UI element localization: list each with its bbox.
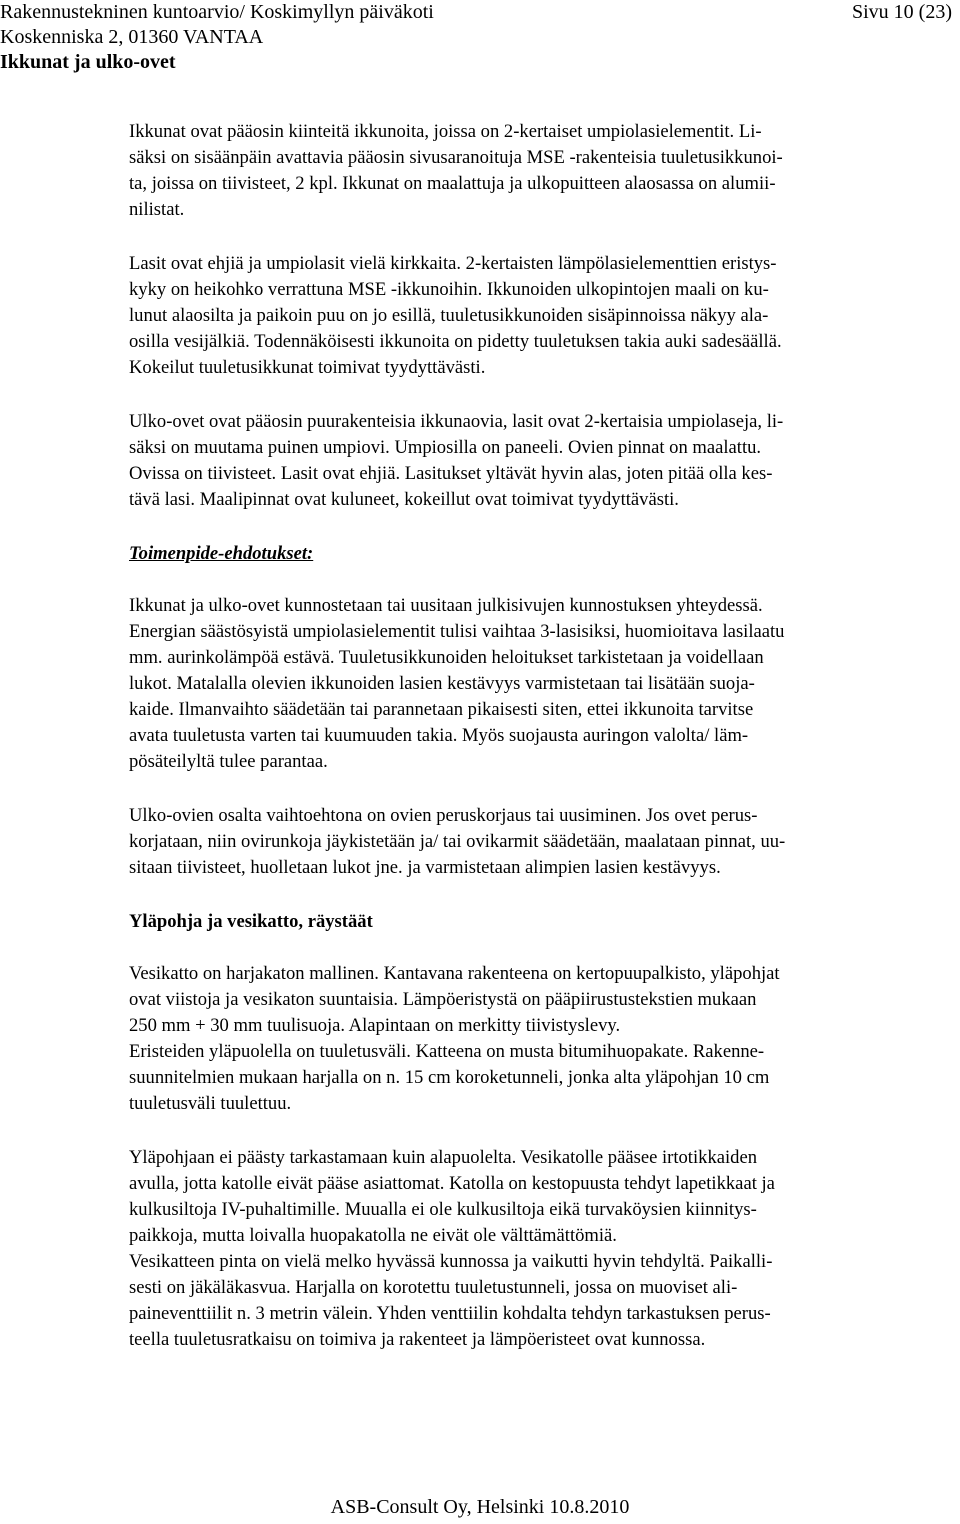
- text-line: säksi on sisäänpäin avattavia pääosin sivusaranoituja MSE -rakenteisia tuuletusikkunoi-: [129, 147, 783, 168]
- page-number: Sivu 10 (23): [852, 1, 952, 23]
- text-line: pösäteilyltä tulee parantaa.: [129, 751, 328, 772]
- text-line: Vesikatteen pinta on vielä melko hyvässä kunnossa ja vaikutti hyvin tehdyltä. Paikalli-: [129, 1251, 773, 1272]
- text-line: Ikkunat ovat pääosin kiinteitä ikkunoita, joissa on 2-kertaiset umpiolasielementit. Li-: [129, 121, 762, 142]
- text-line: avulla, jotta katolle eivät pääse asiattomat. Katolla on kestopuusta tehdyt lapetikkaat ja: [129, 1173, 775, 1194]
- paragraph-r1: [129, 961, 955, 1117]
- header-row-1: [0, 0, 960, 25]
- text-line: ovat viistoja ja vesikaton suuntaisia. Lämpöeristystä on pääpiirustustekstien mukaan: [129, 989, 757, 1010]
- page-header: [0, 0, 960, 75]
- text-line: kulkusiltoja IV-puhaltimille. Muualla ei ole kulkusiltoja eikä turvaköysien kiinnitys-: [129, 1199, 757, 1220]
- document-body: [129, 119, 955, 1353]
- windows-doors-description: [129, 119, 955, 513]
- text-line: Ovissa on tiivisteet. Lasit ovat ehjiä. Lasitukset yltävät hyvin alas, joten pitää olla kes-: [129, 463, 773, 484]
- text-line: mm. aurinkolämpöä estävä. Tuuletusikkunoiden heloitukset tarkistetaan ja voidellaan: [129, 647, 764, 668]
- measures-heading: Toimenpide-ehdotukset:: [129, 543, 314, 564]
- text-line: ta, joissa on tiivisteet, 2 kpl. Ikkunat on maalattuja ja ulkopuitteen alaosassa on alumii-: [129, 173, 776, 194]
- section-title: Ikkunat ja ulko-ovet: [0, 51, 176, 73]
- paragraph-m2: [129, 803, 955, 881]
- text-line: Ikkunat ja ulko-ovet kunnostetaan tai uusitaan julkisivujen kunnostuksen yhteydessä.: [129, 595, 763, 616]
- roof-heading: Yläpohja ja vesikatto, räystäät: [129, 911, 373, 932]
- text-line: kaide. Ilmanvaihto säädetään tai parannetaan pikaisesti siten, ettei ikkunoita tarvitse: [129, 699, 754, 720]
- measures-section: [129, 593, 955, 881]
- text-line: paikkoja, mutta loivalla huopakatolla ne eivät ole välttämättömiä.: [129, 1225, 617, 1246]
- header-row-3: [0, 50, 960, 75]
- text-line: Kokeilut tuuletusikkunat toimivat tyydyttävästi.: [129, 357, 486, 378]
- text-line: osilla vesijälkiä. Todennäköisesti ikkunoita on pidetty tuuletuksen takia auki sadesäällä.: [129, 331, 782, 352]
- text-line: kyky on heikohko verrattuna MSE -ikkunoihin. Ikkunoiden ulkopintojen maali on ku-: [129, 279, 769, 300]
- text-line: Ulko-ovet ovat pääosin puurakenteisia ikkunaovia, lasit ovat 2-kertaisia umpiolaseja, li-: [129, 411, 784, 432]
- text-line: paineventtiilit n. 3 metrin välein. Yhden venttiilin kohdalta tehdyn tarkastuksen perus-: [129, 1303, 771, 1324]
- text-line: suunnitelmien mukaan harjalla on n. 15 cm koroketunneli, jonka alta yläpohjan 10 cm: [129, 1067, 770, 1088]
- text-line: Energian säästösyistä umpiolasielementit tulisi vaihtaa 3-lasisiksi, huomioitava lasilaatu: [129, 621, 785, 642]
- text-line: tävä lasi. Maalipinnat ovat kuluneet, kokeillut ovat toimivat tyydyttävästi.: [129, 489, 679, 510]
- paragraph-p3: [129, 409, 955, 513]
- paragraph-p2: [129, 251, 955, 381]
- text-line: avata tuuletusta varten tai kuumuuden takia. Myös suojausta auringon valolta/ läm-: [129, 725, 749, 746]
- text-line: Eristeiden yläpuolella on tuuletusväli. Katteena on musta bitumihuopakate. Rakenne-: [129, 1041, 765, 1062]
- text-line: säksi on muutama puinen umpiovi. Umpiosilla on paneeli. Ovien pinnat on maalattu.: [129, 437, 762, 458]
- text-line: tuuletusväli tuulettuu.: [129, 1093, 292, 1114]
- text-line: teella tuuletusratkaisu on toimiva ja rakenteet ja lämpöeristeet ovat kunnossa.: [129, 1329, 706, 1350]
- document-title: Rakennustekninen kuntoarvio/ Koskimyllyn päiväkoti: [0, 1, 434, 23]
- text-line: lukot. Matalalla olevien ikkunoiden lasien kestävyys varmistetaan tai lisätään suoja-: [129, 673, 755, 694]
- paragraph-m1: [129, 593, 955, 775]
- header-row-2: [0, 25, 960, 50]
- text-line: nilistat.: [129, 199, 185, 220]
- text-line: Ulko-ovien osalta vaihtoehtona on ovien peruskorjaus tai uusiminen. Jos ovet perus-: [129, 805, 758, 826]
- text-line: korjataan, niin ovirunkoja jäykistetään ja/ tai ovikarmit säädetään, maalataan pinnat, uu-: [129, 831, 786, 852]
- text-line: 250 mm + 30 mm tuulisuoja. Alapintaan on merkitty tiivistyslevy.: [129, 1015, 621, 1036]
- page-footer: ASB-Consult Oy, Helsinki 10.8.2010: [330, 1496, 630, 1518]
- text-line: Yläpohjaan ei päästy tarkastamaan kuin alapuolelta. Vesikatolle pääsee irtotikkaiden: [129, 1147, 758, 1168]
- text-line: Vesikatto on harjakaton mallinen. Kantavana rakenteena on kertopuupalkisto, yläpohjat: [129, 963, 780, 984]
- text-line: lunut alaosilta ja paikoin puu on jo esillä, tuuletusikkunoiden sisäpinnoissa näkyy ala-: [129, 305, 769, 326]
- text-line: sitaan tiivisteet, huolletaan lukot jne. ja varmistetaan alimpien lasien kestävyys.: [129, 857, 721, 878]
- text-line: Lasit ovat ehjiä ja umpiolasit vielä kirkkaita. 2-kertaisten lämpölasielementtien eristys-: [129, 253, 777, 274]
- paragraph-p1: [129, 119, 955, 223]
- paragraph-r2: [129, 1145, 955, 1353]
- text-line: sesti on jäkäläkasvua. Harjalla on korotettu tuuletustunneli, jossa on muoviset ali-: [129, 1277, 738, 1298]
- roof-section: [129, 961, 955, 1353]
- site-address: Koskenniska 2, 01360 VANTAA: [0, 26, 264, 48]
